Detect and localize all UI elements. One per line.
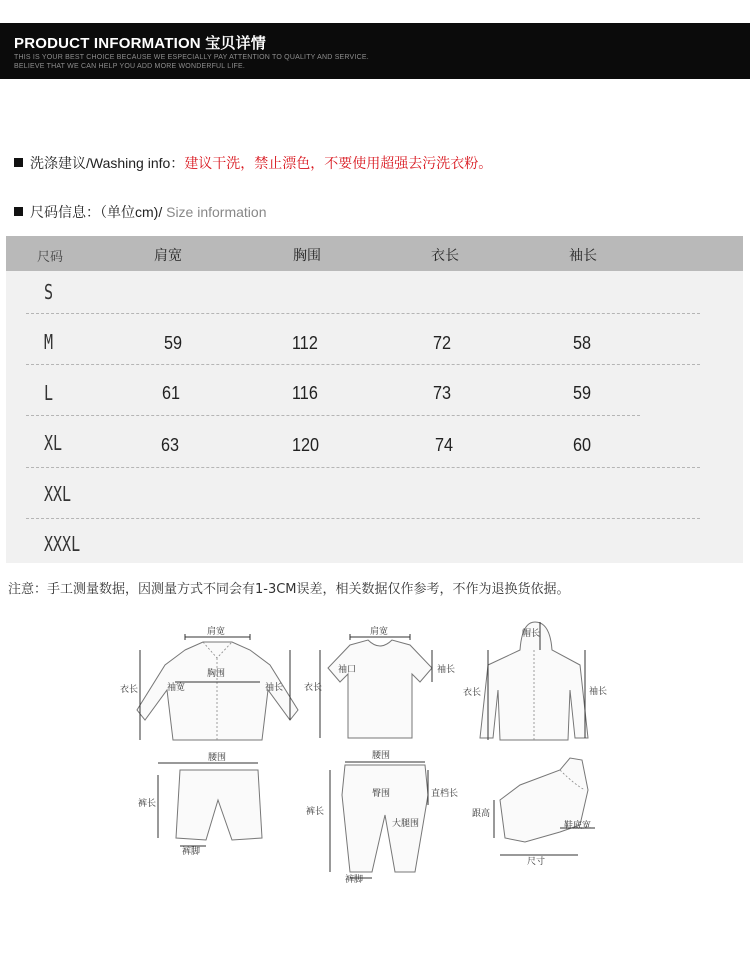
row-size-label: M: [44, 330, 54, 354]
tshirt-sleeve-label: 袖长: [437, 665, 456, 675]
measurement-diagrams: [0, 610, 750, 910]
shorts-waist-label: 腰围: [208, 753, 227, 763]
tshirt-length-label: 衣长: [304, 683, 323, 693]
row-divider: [26, 467, 700, 468]
shoe-size-label: 尺寸: [527, 857, 546, 867]
header-shoulder: 肩宽: [154, 248, 182, 264]
pants-hip-label: 臀围: [372, 789, 391, 799]
row-size-label: XL: [44, 431, 63, 455]
shorts-length-label: 裤长: [138, 799, 157, 809]
bullet-square-icon: [14, 158, 23, 167]
cell-shoulder: 61: [162, 383, 181, 403]
shoe-width-label: 鞋底宽: [564, 821, 592, 831]
washing-label: 洗涤建议/Washing info：: [30, 155, 185, 171]
cell-chest: 120: [292, 435, 320, 455]
shorts-hem-label: 裤脚: [182, 847, 201, 857]
tshirt-shoulder-label: 肩宽: [370, 627, 389, 637]
cell-shoulder: 59: [164, 333, 183, 353]
header-subtitle-2: BELIEVE THAT WE CAN HELP YOU ADD MORE WONDERFUL LIFE.: [14, 63, 246, 70]
pants-waist-label: 腰围: [372, 751, 391, 761]
tshirt-cuff-label: 袖口: [338, 665, 357, 675]
pants-diagram: [306, 750, 458, 885]
size-info-label-en: Size information: [162, 204, 267, 220]
cell-shoulder: 63: [161, 435, 180, 455]
pants-rise-label: 直档长: [431, 789, 459, 799]
washing-value: 建议干洗，禁止漂色，不要使用超强去污洗衣粉。: [184, 155, 493, 171]
hoodie-length-label: 衣长: [463, 688, 482, 698]
header-chest: 胸围: [293, 248, 321, 264]
cell-sleeve: 59: [573, 383, 592, 403]
size-table-header: [6, 236, 743, 271]
header-sleeve: 袖长: [569, 248, 597, 264]
cell-chest: 116: [292, 383, 318, 403]
cell-sleeve: 60: [573, 435, 592, 455]
washing-info: [14, 153, 492, 173]
row-divider: [26, 364, 700, 365]
bullet-square-icon: [14, 207, 23, 216]
size-table: [6, 236, 743, 563]
shirt-cuff-label: 袖宽: [167, 683, 186, 693]
shirt-sleeve-label: 袖长: [265, 683, 284, 693]
shirt-chest-label: 胸围: [207, 669, 226, 679]
row-size-label: XXL: [44, 482, 72, 506]
page-title: PRODUCT INFORMATION 宝贝详情: [14, 35, 267, 52]
row-divider: [26, 518, 700, 519]
row-size-label: S: [44, 280, 54, 304]
hoodie-sleeve-label: 袖长: [589, 687, 608, 697]
row-divider: [26, 313, 700, 314]
header-subtitle-1: THIS IS YOUR BEST CHOICE BECAUSE WE ESPECIALLY PAY ATTENTION TO QUALITY AND SERVICE.: [14, 54, 369, 61]
pants-thigh-label: 大腿围: [392, 819, 420, 829]
row-divider: [26, 415, 640, 416]
shorts-diagram: [138, 752, 262, 857]
row-size-label: XXXL: [44, 532, 81, 556]
cell-chest: 112: [292, 333, 318, 353]
measurement-note: 注意：手工测量数据，因测量方式不同会有1-3CM误差，相关数据仅作参考，不作为退换货依据。: [8, 582, 570, 597]
cell-sleeve: 58: [573, 333, 592, 353]
cell-length: 72: [433, 333, 452, 353]
hoodie-hat-label: 帽长: [522, 629, 541, 639]
shirt-diagram: [120, 625, 298, 740]
shirt-length-label: 衣长: [120, 685, 139, 695]
size-info-heading: [14, 202, 267, 222]
header-banner: [0, 23, 750, 79]
header-size: 尺码: [37, 250, 64, 265]
tshirt-diagram: [304, 625, 455, 738]
header-length: 衣长: [431, 248, 459, 264]
shoe-diagram: [472, 758, 595, 867]
shirt-shoulder-label: 肩宽: [207, 627, 226, 637]
shoe-heel-label: 跟高: [472, 809, 491, 819]
pants-length-label: 裤长: [306, 807, 325, 817]
cell-length: 74: [435, 435, 454, 455]
size-info-label: 尺码信息：（单位cm)/: [30, 204, 163, 220]
row-size-label: L: [44, 381, 54, 405]
hoodie-diagram: [463, 622, 607, 740]
cell-length: 73: [433, 383, 452, 403]
pants-hem-label: 裤脚: [345, 875, 364, 885]
